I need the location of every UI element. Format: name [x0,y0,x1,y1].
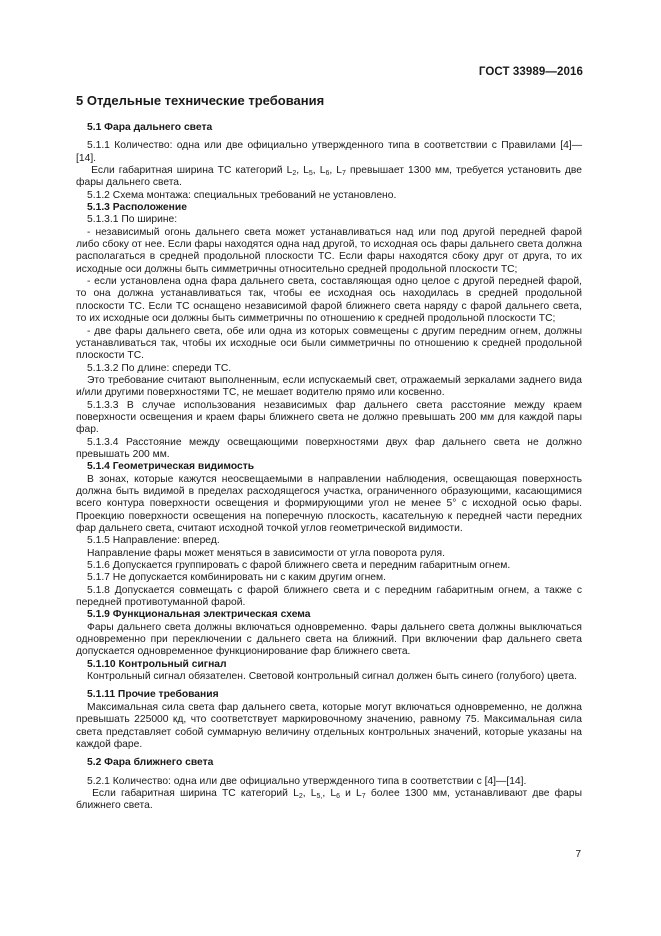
section-5-title: 5 Отдельные технические требования [76,93,325,108]
paragraph: 5.1.2 Схема монтажа: специальных требований не установлено. [87,189,397,201]
paragraph: - две фары дальнего света, обе или одна из которых совмещены с другим передним огнем, должны устанавливаться так, чтобы их исходные оси были симметричны по отношению к средней продольной плоскости ТС. [76,325,582,362]
paragraph: В зонах, которые кажутся неосвещаемыми в направлении наблюдения, освещающая поверхность должна быть видимой в пределах расходящегося участка, ограниченного образующими, касающимися всего контура поверхности освещения и формирующими угол не менее 5° с исходной осью фары. Проекцию поверхности освещения на поперечную плоскость, касательную к передней части передних фар дальнего света, считают исходной точкой углов геометрической видимости. [76,473,582,534]
paragraph: 5.2.1 Количество: одна или две официально утвержденного типа в соответствии с [4]—[14]. [87,775,527,787]
paragraph: 5.1.3.1 По ширине: [87,214,178,226]
section-5-1-heading: 5.1 Фара дальнего света [87,122,213,133]
paragraph: 5.1.3.2 По длине: спереди ТС. [87,362,232,374]
section-5-2-heading: 5.2 Фара ближнего света [87,757,214,769]
paragraph: Максимальная сила света фар дальнего света, которые могут включаться одновременно, не должна превышать 225000 кд, что соответствует маркировочному значению, равному 75. Максимальная сила света представляет собой суммарную величину отдельных контрольных значений, которые указаны на каждой фаре. [76,701,582,750]
paragraph: 5.1.5 Направление: вперед. [87,535,220,547]
paragraph: 5.1.8 Допускается совмещать с фарой ближнего света и с передним габаритным огнем, а также с передней противотуманной фарой. [76,584,582,609]
paragraph: 5.1.3.4 Расстояние между освещающими поверхностями двух фар дальнего света не должно превышать 200 мм. [76,436,582,460]
paragraph: 5.1.3.3 В случае использования независимых фар дальнего света расстояние между краем поверхности освещения и краем фары ближнего света не должно превышать 200 мм для каждой пары фар. [76,399,582,436]
section-5-1-3-heading: 5.1.3 Расположение [87,202,187,214]
paragraph: 5.1.1 Количество: одна или две официально утвержденного типа в соответствии с Правилами [4]—[14]. [76,140,582,164]
page-number: 7 [575,849,581,860]
paragraph: 5.1.6 Допускается группировать с фарой ближнего света и передним габаритным огнем. [87,560,511,572]
section-5-1-9-heading: 5.1.9 Функциональная электрическая схема [87,609,311,621]
paragraph: Если габаритная ширина ТС категорий $L_2$, $L_{5,}$, $L_6$ и $L_7$ более 1300 мм, устанавливают две фары ближнего света. [76,787,582,812]
paragraph: Если габаритная ширина ТС категорий $L_2$, $L_5$, $L_6$, $L_7$ превышает 1300 мм, требуется установить две фары дальнего света. [76,165,582,189]
paragraph: - независимый огонь дальнего света может устанавливаться над или под другой передней фарой либо сбоку от нее. Если фары находятся одна над другой, то исходная ось фары дальнего света должна располагаться в средней продольной плоскости ТС. Если фары находятся сбоку друг от друга, то их исходные оси должны быть симметричны относительно средней продольной плоскости ТС; [76,226,582,275]
document-body [76,93,582,813]
section-5-1-4-heading: 5.1.4 Геометрическая видимость [87,461,255,473]
paragraph: Контрольный сигнал обязателен. Световой контрольный сигнал должен быть синего (голубого) цвета. [87,671,577,683]
section-5-1-11-heading: 5.1.11 Прочие требования [87,689,219,701]
paragraph: Направление фары может меняться в зависимости от угла поворота руля. [87,547,445,559]
paragraph: Фары дальнего света должны включаться одновременно. Фары дальнего света должны выключаться одновременно при переключении с дальнего света на ближний. При включении фар дальнего света допускается одновременное функционирование фар ближнего света. [76,621,582,658]
paragraph: - если установлена одна фара дальнего света, составляющая одно целое с другой передней фарой, то она должна устанавливаться так, чтобы ее исходная ось находилась в средней продольной плоскости ТС. Если ТС оснащено независимой фарой ближнего света наряду с фарой дальнего света, то их исходные оси должны быть симметричны по отношению к средней продольной плоскости ТС; [76,276,582,325]
paragraph: 5.1.7 Не допускается комбинировать ни с каким другим огнем. [87,572,386,584]
section-5-1-10-heading: 5.1.10 Контрольный сигнал [87,658,227,670]
paragraph: Это требование считают выполненным, если испускаемый свет, отражаемый зеркалами заднего вида и/или другими поверхностями ТС, не мешает водителю прямо или косвенно. [76,374,582,399]
document-header: ГОСТ 33989—2016 [478,66,583,78]
